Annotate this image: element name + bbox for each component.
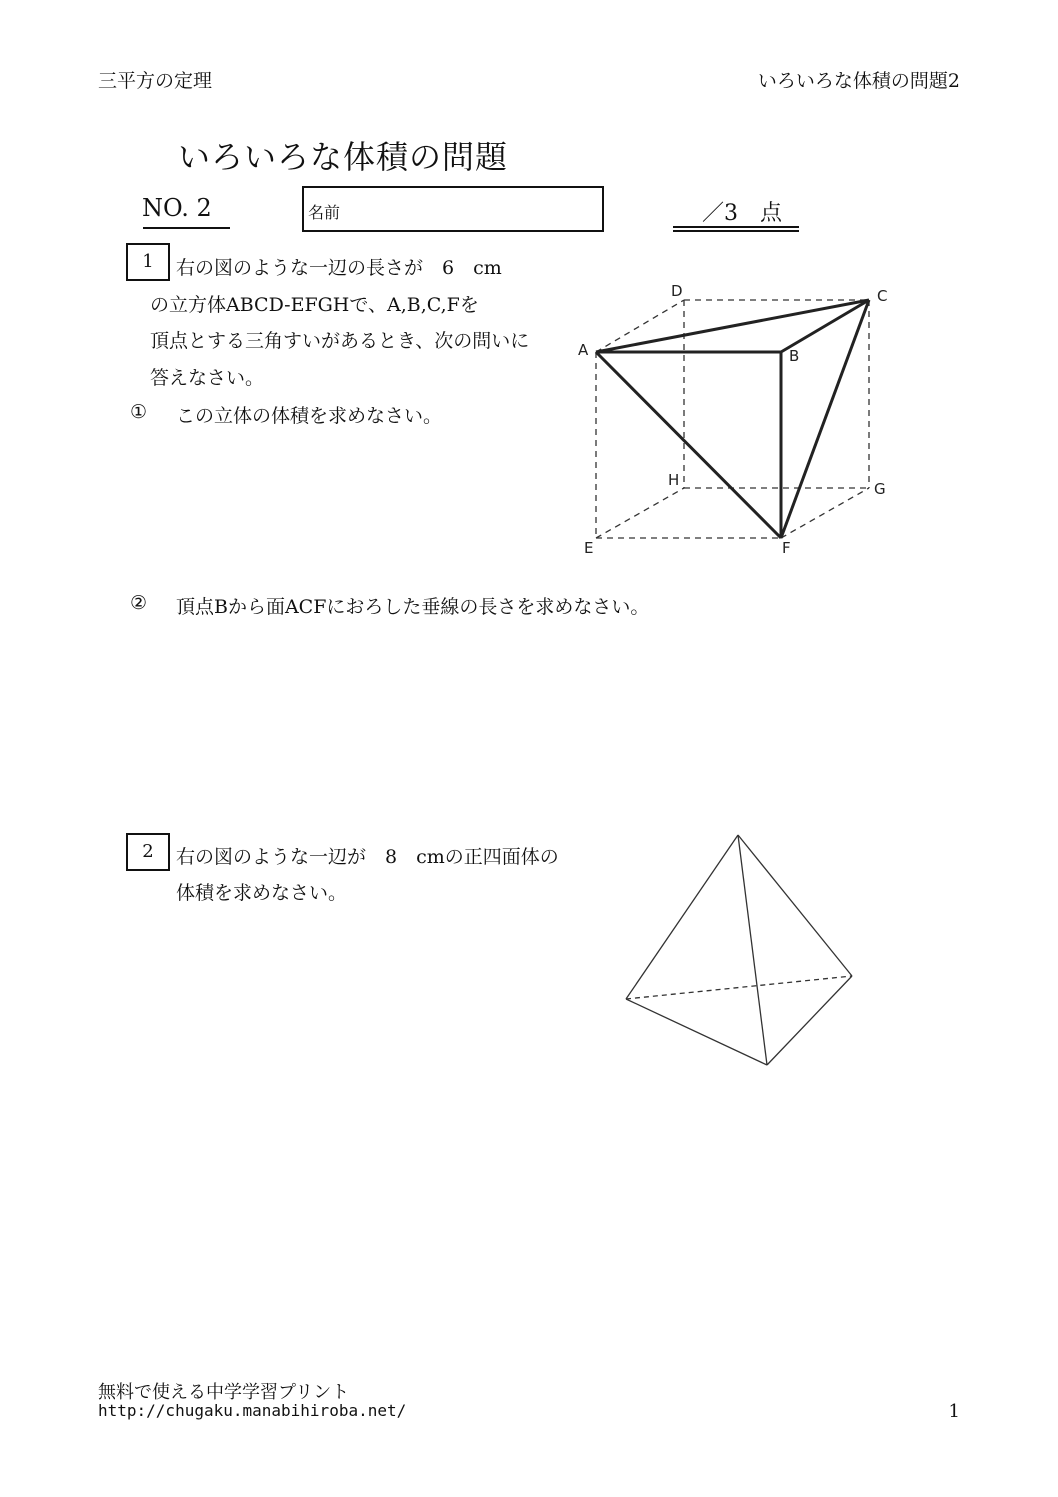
problem-1-line-3: 頂点とする三角すいがあるとき、次の問いに [150,330,530,352]
vertex-label-g: G [874,480,886,498]
edge-ac [596,300,869,352]
problem-1-number: 1 [142,251,154,272]
edge-cf [781,300,869,538]
problem-1-line-1: 右の図のような一辺の長さが 6 cm [176,257,502,279]
question-2-text: 頂点Bから面ACFにおろした垂線の長さを求めなさい。 [176,596,650,618]
problem-1-line-2: の立方体ABCD-EFGHで、A,B,C,Fを [150,294,479,316]
edge-af [596,352,781,538]
tetra-edge-hidden [626,976,852,999]
header-left: 三平方の定理 [98,70,213,92]
problem-2-line-2: 体積を求めなさい。 [176,882,348,904]
tetrahedron-figure [0,800,1058,1100]
problem-2-number: 2 [142,841,154,862]
cube-hidden-edges [596,300,869,538]
header-right: いろいろな体積の問題2 [757,70,960,92]
vertex-label-c: C [877,287,888,305]
tetra-edge-left-front [626,999,767,1065]
vertex-label-d: D [671,282,683,300]
footer-line-1: 無料で使える中学学習プリント [98,1382,350,1403]
tetrahedron-solid-edges [626,835,852,1065]
page-title: いろいろな体積の問題 [178,138,509,176]
edge-fg [781,488,869,538]
vertex-label-f: F [782,539,791,557]
cube-figure [0,0,1058,700]
tetra-edge-right-front [767,976,852,1065]
name-label: 名前 [308,203,341,222]
vertex-label-b: B [789,347,800,365]
score-label: ／3 点 [702,201,782,226]
question-2-mark: ② [130,592,148,614]
question-1-mark: ① [130,401,148,423]
page-number: 1 [948,1401,960,1422]
pyramid-edges [596,300,869,538]
vertex-label-a: A [578,341,589,359]
tetra-edge-top-right [738,835,852,976]
problem-1-line-4: 答えなさい。 [150,367,265,389]
question-1-text: この立体の体積を求めなさい。 [176,405,443,427]
worksheet-number: NO. 2 [142,194,212,222]
problem-2-line-1: 右の図のような一辺が 8 cmの正四面体の [176,846,559,868]
footer-url[interactable]: http://chugaku.manabihiroba.net/ [98,1401,407,1420]
tetra-edge-top-front [738,835,767,1065]
edge-eh [596,488,684,538]
vertex-label-h: H [668,471,680,489]
vertex-label-e: E [584,539,594,557]
tetra-edge-top-left [626,835,738,999]
